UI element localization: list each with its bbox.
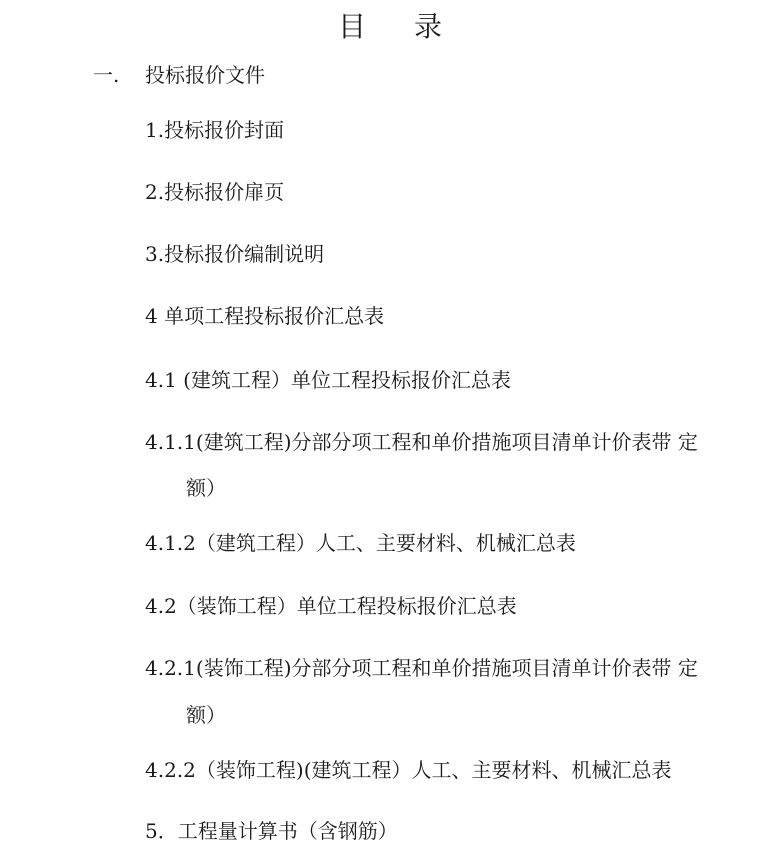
toc-item: 2.投标报价扉页 [145,180,285,204]
title-char-1: 目 [337,10,366,43]
toc-item: 4.2（装饰工程）单位工程投标报价汇总表 [145,594,517,618]
toc-item: 5．工程量计算书（含钢筋） [145,819,398,843]
toc-item: 1.投标报价封面 [145,118,285,142]
toc-item: 4 单项工程投标报价汇总表 [145,304,385,328]
toc-item-continuation: 额） [186,476,226,500]
toc-item: 4.1.2（建筑工程）人工、主要材料、机械汇总表 [145,531,576,555]
toc-item: 4.1 (建筑工程）单位工程投标报价汇总表 [145,368,511,392]
title-char-2: 录 [414,10,443,43]
section-number: 一. [93,63,120,87]
section-heading: 投标报价文件 [145,63,265,87]
toc-item-continuation: 额） [186,703,226,727]
toc-item: 4.1.1(建筑工程)分部分项工程和单价措施项目清单计价表带 定 [145,430,698,454]
toc-item: 4.2.2（装饰工程)(建筑工程）人工、主要材料、机械汇总表 [145,758,672,782]
toc-item: 3.投标报价编制说明 [145,242,325,266]
page-title [0,9,780,45]
toc-item: 4.2.1(装饰工程)分部分项工程和单价措施项目清单计价表带 定 [145,656,698,680]
